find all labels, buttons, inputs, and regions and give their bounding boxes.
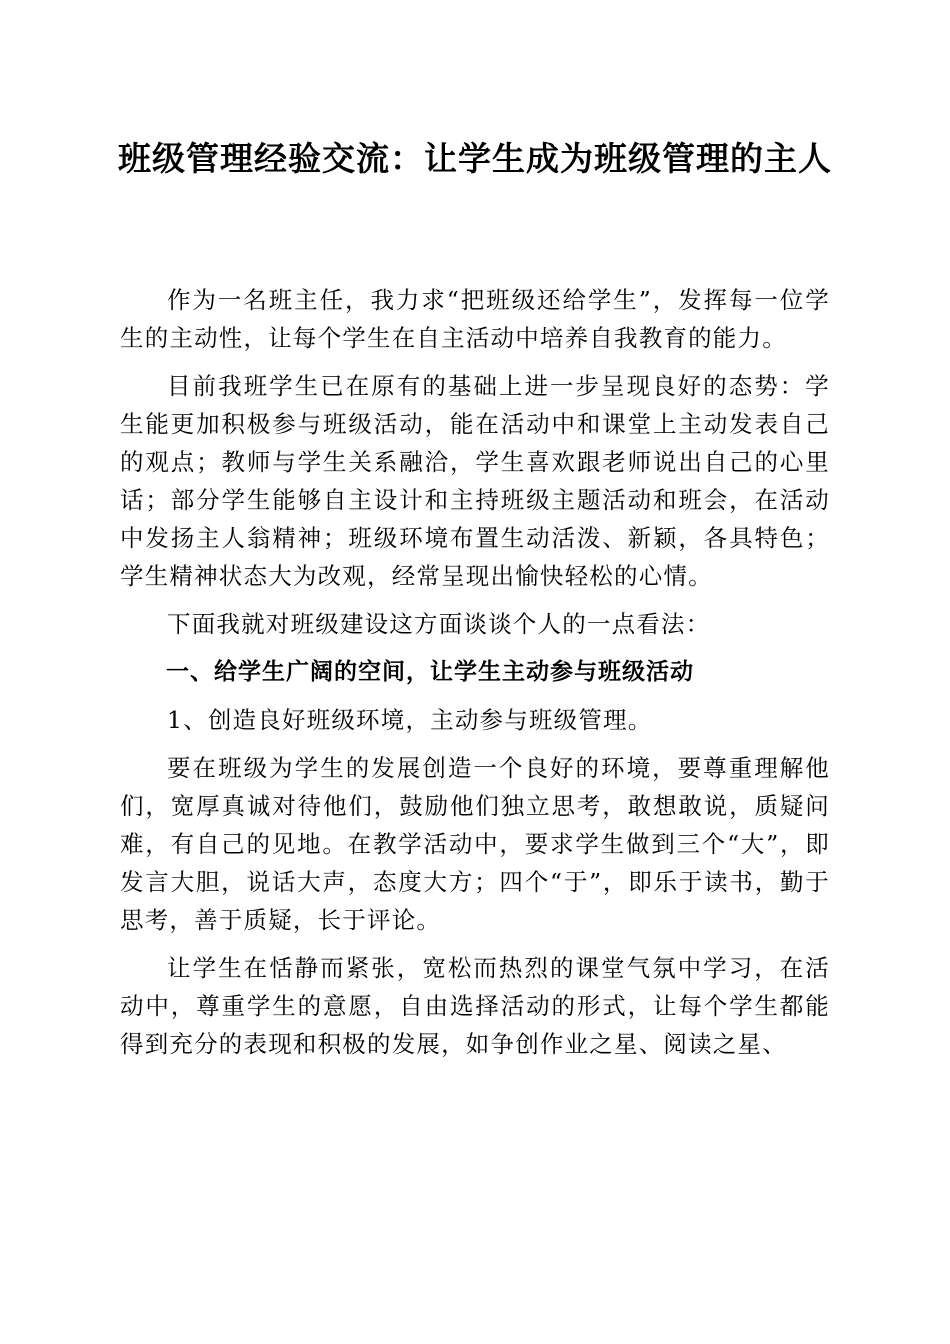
document-title: 班级管理经验交流：让学生成为班级管理的主人 [118,139,832,178]
paragraph: 要在班级为学生的发展创造一个良好的环境，要尊重理解他们，宽厚真诚对待他们，鼓励他们独立思考，敢想敢说，质疑问难，有自己的见地。在教学活动中，要求学生做到三个“大”，即发言大胆，说话大声，态度大方；四个“于”，即乐于读书，勤于思考，善于质疑，长于评论。 [120,754,830,934]
paragraph: 目前我班学生已在原有的基础上进一步呈现良好的态势：学生能更加积极参与班级活动，能在活动中和课堂上主动发表自己的观点；教师与学生关系融洽，学生喜欢跟老师说出自己的心里话；部分学生能够自主设计和主持班级主题活动和班会，在活动中发扬主人翁精神；班级环境布置生动活泼、新颖，各具特色；学生精神状态大为改观，经常呈现出愉快轻松的心情。 [120,372,830,590]
paragraph: 下面我就对班级建设这方面谈谈个人的一点看法： [167,610,711,638]
paragraph: 作为一名班主任，我力求“把班级还给学生”，发挥每一位学生的主动性，让每个学生在自主活动中培养自我教育的能力。 [120,286,830,352]
document-body [120,281,830,1073]
paragraph: 让学生在恬静而紧张，宽松而热烈的课堂气氛中学习，在活动中，尊重学生的意愿，自由选择活动的形式，让每个学生都能得到充分的表现和积极的发展，如争创作业之星、阅读之星、 [120,954,830,1058]
section-heading: 一、给学生广阔的空间，让学生主动参与班级活动 [166,659,694,685]
subsection-heading: 1、创造良好班级环境，主动参与班级管理。 [167,706,653,734]
